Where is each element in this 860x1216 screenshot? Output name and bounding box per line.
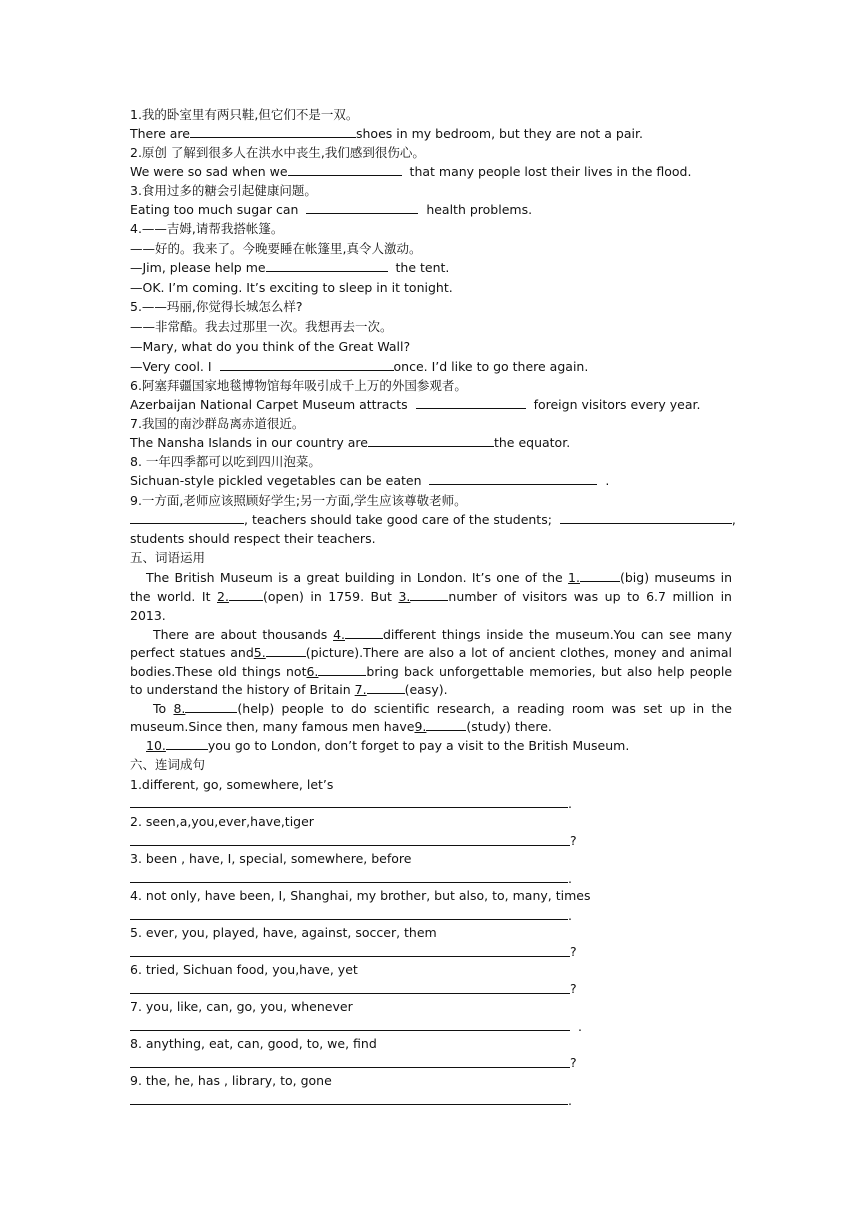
s6-item-7-prompt: 7. you, like, can, go, you, whenever xyxy=(130,999,353,1014)
q9-english-2: students should respect their teachers. xyxy=(130,531,376,546)
answer-blank[interactable] xyxy=(266,259,388,272)
p4-line1: 10. you go to London, don’t forget to pay a visit to the British Museum. xyxy=(146,738,630,753)
answer-blank-7[interactable] xyxy=(367,681,405,694)
p1-line1: The British Museum is a great building in London. It’s one of the 1. (big) museums in xyxy=(146,570,732,585)
s6-item-6-end: ? xyxy=(570,981,577,996)
q1-english: There are shoes in my bedroom, but they are not a pair. xyxy=(130,126,643,141)
answer-blank[interactable] xyxy=(130,511,244,524)
section5-heading: 五、词语运用 xyxy=(130,550,206,565)
answer-blank-10[interactable] xyxy=(166,737,208,750)
q2-chinese: 2.原创 了解到很多人在洪水中丧生,我们感到很伤心。 xyxy=(130,145,425,160)
answer-line-7[interactable] xyxy=(130,1030,570,1031)
p3-line1: To 8. (help) people to do scientific research, a reading room was set up in the xyxy=(153,701,732,716)
answer-blank-8[interactable] xyxy=(185,700,237,713)
s6-item-7-end: . xyxy=(578,1019,582,1034)
q4-chinese-2: ——好的。我来了。今晚要睡在帐篷里,真令人激动。 xyxy=(130,241,422,256)
answer-line-9[interactable] xyxy=(130,1104,568,1105)
answer-blank[interactable] xyxy=(190,125,356,138)
s6-item-5-prompt: 5. ever, you, played, have, against, soccer, them xyxy=(130,925,437,940)
answer-line-6[interactable] xyxy=(130,993,570,994)
answer-blank[interactable] xyxy=(368,434,494,447)
q2-english: We were so sad when we that many people lost their lives in the flood. xyxy=(130,164,692,179)
answer-blank-4[interactable] xyxy=(345,626,383,639)
answer-blank-2[interactable] xyxy=(229,588,263,601)
s6-item-4-prompt: 4. not only, have been, I, Shanghai, my brother, but also, to, many, times xyxy=(130,888,591,903)
answer-line-1[interactable] xyxy=(130,807,568,808)
answer-blank-6[interactable] xyxy=(318,663,366,676)
answer-blank[interactable] xyxy=(429,472,597,485)
q5-english-2: —Very cool. I once. I’d like to go there again. xyxy=(130,359,589,374)
answer-blank-5[interactable] xyxy=(266,644,306,657)
p2-line4: to understand the history of Britain 7. (easy). xyxy=(130,682,448,697)
answer-line-8[interactable] xyxy=(130,1067,570,1068)
section6-heading: 六、连词成句 xyxy=(130,757,206,772)
s6-item-9-end: . xyxy=(568,1093,572,1108)
q6-chinese: 6.阿塞拜疆国家地毯博物馆每年吸引成千上万的外国参观者。 xyxy=(130,378,467,393)
q6-english: Azerbaijan National Carpet Museum attracts foreign visitors every year. xyxy=(130,397,701,412)
p1-line2: the world. It 2. (open) in 1759. But 3. number of visitors was up to 6.7 million in xyxy=(130,589,732,604)
q8-english: Sichuan-style pickled vegetables can be eaten . xyxy=(130,473,610,488)
p1-line3: 2013. xyxy=(130,608,166,623)
s6-item-6-prompt: 6. tried, Sichuan food, you,have, yet xyxy=(130,962,358,977)
q5-chinese-2: ——非常酷。我去过那里一次。我想再去一次。 xyxy=(130,319,393,334)
q4-english-1: —Jim, please help me the tent. xyxy=(130,260,450,275)
answer-line-3[interactable] xyxy=(130,882,568,883)
s6-item-2-prompt: 2. seen,a,you,ever,have,tiger xyxy=(130,814,314,829)
answer-blank[interactable] xyxy=(416,396,526,409)
s6-item-2-end: ? xyxy=(570,833,577,848)
q7-chinese: 7.我国的南沙群岛离赤道很近。 xyxy=(130,416,305,431)
s6-item-3-prompt: 3. been , have, I, special, somewhere, before xyxy=(130,851,412,866)
q3-english: Eating too much sugar can health problems. xyxy=(130,202,533,217)
s6-item-3-end: . xyxy=(568,871,572,886)
p3-line2: museum.Since then, many famous men have9. (study) there. xyxy=(130,719,552,734)
q3-chinese: 3.食用过多的糖会引起健康问题。 xyxy=(130,183,317,198)
answer-blank[interactable] xyxy=(560,511,732,524)
answer-blank-3[interactable] xyxy=(410,588,448,601)
q9-english-1: , teachers should take good care of the students; , xyxy=(130,510,732,529)
s6-item-5-end: ? xyxy=(570,944,577,959)
q1-chinese: 1.我的卧室里有两只鞋,但它们不是一双。 xyxy=(130,107,359,122)
answer-line-5[interactable] xyxy=(130,956,570,957)
q5-english-1: —Mary, what do you think of the Great Wall? xyxy=(130,339,411,354)
s6-item-8-end: ? xyxy=(570,1055,577,1070)
s6-item-1-end: . xyxy=(568,796,572,811)
q5-chinese-1: 5.——玛丽,你觉得长城怎么样? xyxy=(130,299,303,314)
q4-chinese-1: 4.——吉姆,请帮我搭帐篷。 xyxy=(130,221,284,236)
q4-english-2: —OK. I’m coming. It’s exciting to sleep in it tonight. xyxy=(130,280,453,295)
q7-english: The Nansha Islands in our country are the equator. xyxy=(130,435,571,450)
answer-blank[interactable] xyxy=(306,201,418,214)
q9-chinese: 9.一方面,老师应该照顾好学生;另一方面,学生应该尊敬老师。 xyxy=(130,493,467,508)
s6-item-8-prompt: 8. anything, eat, can, good, to, we, find xyxy=(130,1036,377,1051)
answer-blank-9[interactable] xyxy=(426,718,466,731)
p2-line1: There are about thousands 4. different things inside the museum.You can see many xyxy=(153,627,732,642)
answer-blank[interactable] xyxy=(288,163,402,176)
answer-blank-1[interactable] xyxy=(580,569,620,582)
s6-item-9-prompt: 9. the, he, has , library, to, gone xyxy=(130,1073,332,1088)
p2-line3: bodies.These old things not6. bring back unforgettable memories, but also help people xyxy=(130,664,733,679)
p2-line2: perfect statues and5. (picture).There are also a lot of ancient clothes, money and animal xyxy=(130,645,733,660)
s6-item-1-prompt: 1.different, go, somewhere, let’s xyxy=(130,777,334,792)
answer-line-4[interactable] xyxy=(130,919,568,920)
answer-blank[interactable] xyxy=(220,358,394,371)
answer-line-2[interactable] xyxy=(130,845,570,846)
q8-chinese: 8. 一年四季都可以吃到四川泡菜。 xyxy=(130,454,321,469)
s6-item-4-end: . xyxy=(568,908,572,923)
